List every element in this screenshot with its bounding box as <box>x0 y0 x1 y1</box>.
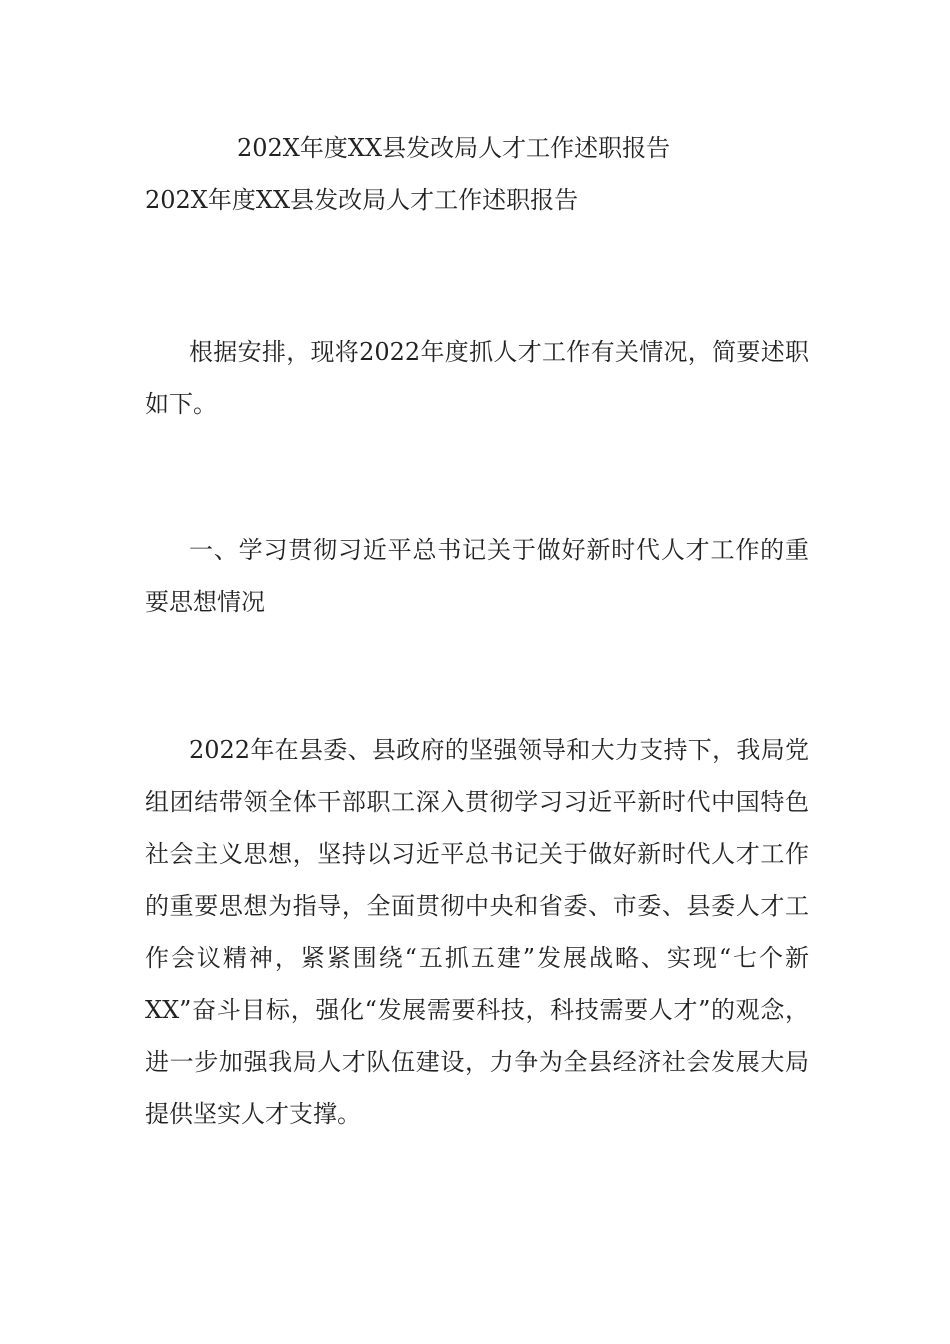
section-heading: 一、学习贯彻习近平总书记关于做好新时代人才工作的重要思想情况 <box>145 536 809 616</box>
body-paragraph: 2022年在县委、县政府的坚强领导和大力支持下，我局党组团结带领全体干部职工深入贯彻学习习近平新时代中国特色社会主义思想，坚持以习近平总书记关于做好新时代人才工作的重要思想为指导，全面贯彻中央和省委、市委、县委人才工作会议精神，紧紧围绕“五抓五建”发展战略、实现“七个新XX”奋斗目标，强化“发展需要科技，科技需要人才”的观念，进一步加强我局人才队伍建设，力争为全县经济社会发展大局提供坚实人才支撑。 <box>145 736 809 1128</box>
document-subtitle: 202X年度XX县发改局人才工作述职报告 <box>145 186 579 214</box>
document-title: 202X年度XX县发改局人才工作述职报告 <box>237 134 671 162</box>
intro-paragraph: 根据安排，现将2022年度抓人才工作有关情况，简要述职如下。 <box>145 338 809 418</box>
